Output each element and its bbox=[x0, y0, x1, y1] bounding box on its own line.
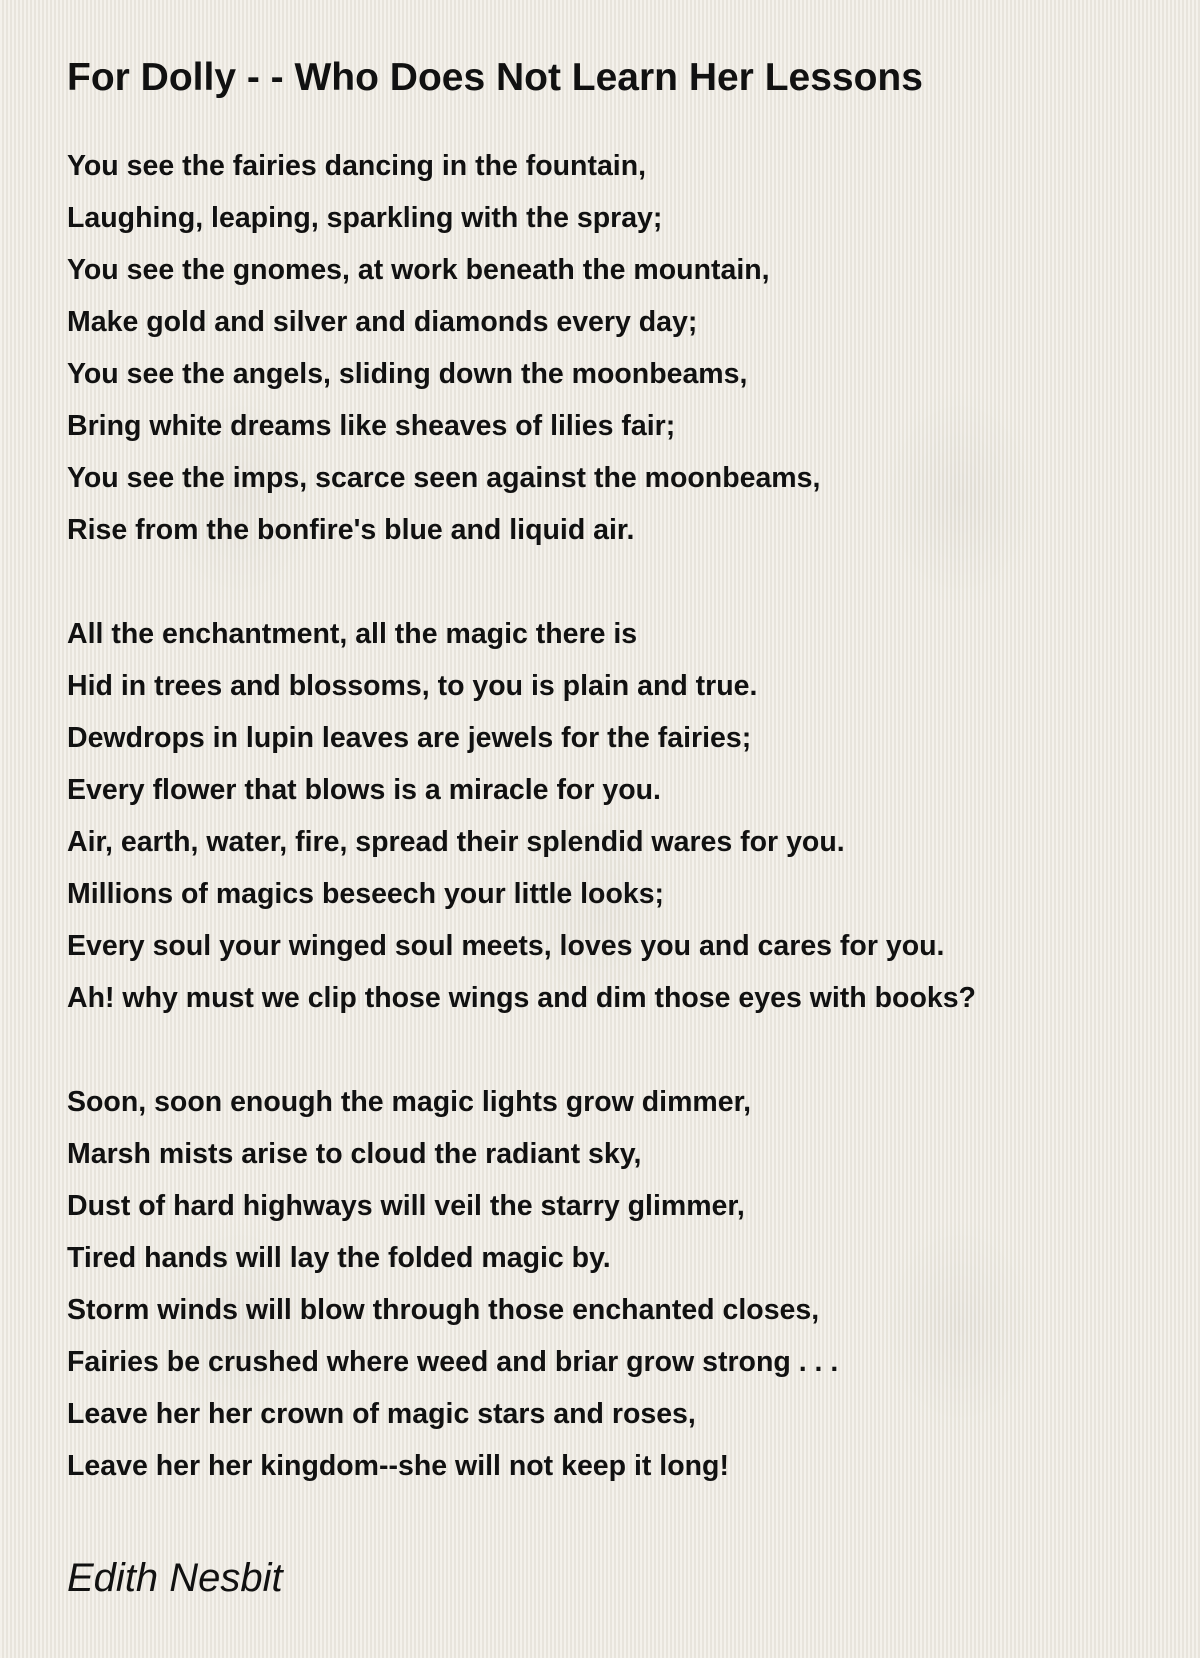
poem-line: Laughing, leaping, sparkling with the spray; bbox=[67, 202, 663, 234]
poem-line: Tired hands will lay the folded magic by. bbox=[67, 1242, 611, 1274]
poem-line: Millions of magics beseech your little looks; bbox=[67, 878, 665, 910]
poem-line: Dewdrops in lupin leaves are jewels for the fairies; bbox=[67, 722, 752, 754]
poem-line: Leave her her kingdom--she will not keep it long! bbox=[67, 1450, 729, 1482]
poem-author: Edith Nesbit bbox=[67, 1556, 283, 1600]
poem-line: Bring white dreams like sheaves of lilies fair; bbox=[67, 410, 676, 442]
poem-line: Marsh mists arise to cloud the radiant sky, bbox=[67, 1138, 642, 1170]
poem-line: Storm winds will blow through those enchanted closes, bbox=[67, 1294, 820, 1326]
poem-line: Make gold and silver and diamonds every day; bbox=[67, 306, 698, 338]
stanza-1 bbox=[67, 140, 1177, 556]
poem-line: You see the angels, sliding down the moonbeams, bbox=[67, 358, 748, 390]
poem-line: Leave her her crown of magic stars and roses, bbox=[67, 1398, 696, 1430]
poem-line: Dust of hard highways will veil the starry glimmer, bbox=[67, 1190, 745, 1222]
poem-line: Fairies be crushed where weed and briar grow strong . . . bbox=[67, 1346, 839, 1378]
poem-container bbox=[67, 48, 1177, 1608]
poem-line: Every flower that blows is a miracle for you. bbox=[67, 774, 661, 806]
poem-line: Every soul your winged soul meets, loves you and cares for you. bbox=[67, 930, 945, 962]
poem-line: Rise from the bonfire's blue and liquid air. bbox=[67, 514, 635, 546]
stanza-2 bbox=[67, 608, 1177, 1024]
poem-line: Ah! why must we clip those wings and dim those eyes with books? bbox=[67, 982, 976, 1014]
poem-line: Hid in trees and blossoms, to you is plain and true. bbox=[67, 670, 758, 702]
poem-line: Soon, soon enough the magic lights grow dimmer, bbox=[67, 1086, 752, 1118]
poem-line: You see the gnomes, at work beneath the mountain, bbox=[67, 254, 770, 286]
poem-line: You see the imps, scarce seen against the moonbeams, bbox=[67, 462, 821, 494]
poem-title: For Dolly - - Who Does Not Learn Her Lessons bbox=[67, 56, 923, 99]
stanza-3 bbox=[67, 1076, 1177, 1492]
poem-line: You see the fairies dancing in the fountain, bbox=[67, 150, 647, 182]
poem-line: Air, earth, water, fire, spread their splendid wares for you. bbox=[67, 826, 845, 858]
poem-line: All the enchantment, all the magic there is bbox=[67, 618, 638, 650]
